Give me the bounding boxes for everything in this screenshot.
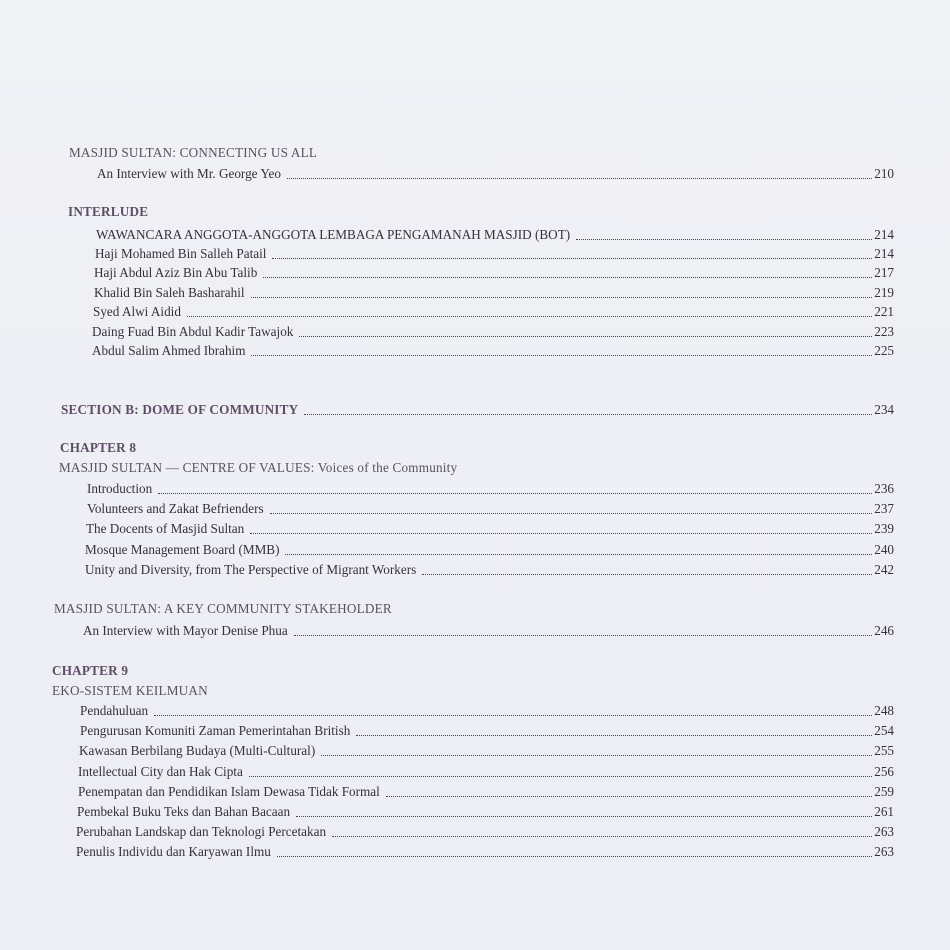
dot-leader [251,354,872,356]
toc-entry-page: 214 [874,227,894,242]
interlude-heading [68,204,148,220]
toc-entry-page: 255 [874,743,894,758]
toc-entry-title: Khalid Bin Saleh Basharahil [94,285,245,300]
toc-entry [87,501,894,517]
toc-entry-title: Pengurusan Komuniti Zaman Pemerintahan British [80,723,351,738]
dot-leader [251,296,873,298]
chapter-heading [52,663,128,679]
dot-leader [263,276,872,278]
toc-entry-title: Unity and Diversity, from The Perspective of Migrant Workers [85,562,417,577]
dot-leader [158,492,872,494]
toc-entry-page: 219 [874,285,894,300]
dot-leader [285,553,872,555]
toc-entry-title: Daing Fuad Bin Abdul Kadir Tawajok [92,324,294,339]
toc-entry [87,481,894,497]
toc-entry-title: Pembekal Buku Teks dan Bahan Bacaan [77,804,291,819]
dot-leader [154,714,872,716]
dot-leader [270,512,873,514]
toc-entry [76,824,894,840]
toc-entry-page: 223 [874,324,894,339]
toc-entry-title: Mosque Management Board (MMB) [85,542,280,557]
toc-entry [78,764,894,780]
toc-entry-title: Haji Abdul Aziz Bin Abu Talib [94,265,258,280]
toc-entry-page: 242 [874,562,894,577]
dot-leader [422,573,872,575]
toc-entry [76,844,894,860]
block-title [54,601,392,617]
chapter-title-text: EKO-SISTEM KEILMUAN [52,683,208,698]
toc-entry-title: Intellectual City dan Hak Cipta [78,764,243,779]
toc-entry-page: 240 [874,542,894,557]
toc-entry-page: 221 [874,304,894,319]
toc-entry [86,521,894,537]
toc-entry-page: 263 [874,824,894,839]
toc-entry [92,324,894,340]
toc-entry [83,623,894,639]
chapter-title-rest: Voices of the Community [314,460,458,475]
toc-entry-page: 248 [874,703,894,718]
toc-entry [79,743,894,759]
chapter-heading-text: CHAPTER 8 [60,440,137,455]
section-page: 234 [874,402,894,417]
dot-leader [576,238,872,240]
chapter-heading [60,440,136,456]
toc-entry-page: 254 [874,723,894,738]
toc-entry-page: 261 [874,804,894,819]
toc-entry [97,166,894,182]
toc-entry-title: Syed Alwi Aidid [93,304,181,319]
toc-entry-title: Penulis Individu dan Karyawan Ilmu [76,844,271,859]
chapter-title [52,683,208,699]
toc-entry-page: 263 [874,844,894,859]
toc-entry-title: The Docents of Masjid Sultan [86,521,245,536]
toc-entry-title: An Interview with Mayor Denise Phua [83,623,288,638]
chapter-title [59,460,457,476]
dot-leader [332,835,872,837]
chapter-title-caps: MASJID SULTAN — CENTRE OF VALUES: [59,460,315,475]
block-title [69,145,317,161]
toc-entry [78,784,894,800]
toc-entry-page: 259 [874,784,894,799]
toc-entry-title: WAWANCARA ANGGOTA-ANGGOTA LEMBAGA PENGAMANAH MASJID (BOT) [96,227,571,242]
dot-leader [287,177,872,179]
toc-entry [94,265,894,281]
dot-leader [277,855,872,857]
toc-entry [95,246,894,262]
toc-entry-title: Haji Mohamed Bin Salleh Patail [95,246,267,261]
toc-entry-title: Perubahan Landskap dan Teknologi Percetakan [76,824,327,839]
toc-entry [93,304,894,320]
toc-entry-title: Volunteers and Zakat Befrienders [87,501,264,516]
toc-entry [96,227,894,243]
toc-entry-title: Kawasan Berbilang Budaya (Multi-Cultural) [79,743,316,758]
dot-leader [272,257,872,259]
toc-entry-title: Introduction [87,481,153,496]
dot-leader [356,734,872,736]
toc-entry-page: 236 [874,481,894,496]
toc-entry-title: Penempatan dan Pendidikan Islam Dewasa Tidak Formal [78,784,380,799]
dot-leader [187,315,872,317]
toc-entry-page: 246 [874,623,894,638]
toc-entry-page: 225 [874,343,894,358]
chapter-heading-text: CHAPTER 9 [52,663,129,678]
toc-entry [77,804,894,820]
toc-entry-title: Pendahuluan [80,703,149,718]
toc-entry [85,542,894,558]
toc-entry-page: 256 [874,764,894,779]
block-title-text: MASJID SULTAN: CONNECTING US ALL [69,145,318,160]
section-entry [61,402,894,418]
dot-leader [321,754,872,756]
toc-entry-page: 217 [874,265,894,280]
dot-leader [386,795,872,797]
toc-entry-page: 214 [874,246,894,261]
dot-leader [299,335,872,337]
toc-entry-page: 239 [874,521,894,536]
block-title-text: MASJID SULTAN: A KEY COMMUNITY STAKEHOLDER [54,601,392,616]
toc-entry [80,723,894,739]
dot-leader [304,413,872,415]
interlude-heading-text: INTERLUDE [68,204,149,219]
toc-entry [92,343,894,359]
section-title: SECTION B: DOME OF COMMUNITY [61,402,299,417]
toc-entry [85,562,894,578]
dot-leader [249,775,872,777]
toc-entry [94,285,894,301]
toc-entry-page: 210 [874,166,894,181]
toc-entry [80,703,894,719]
toc-entry-title: Abdul Salim Ahmed Ibrahim [92,343,246,358]
dot-leader [296,815,872,817]
toc-entry-page: 237 [874,501,894,516]
dot-leader [250,532,872,534]
dot-leader [294,634,872,636]
toc-entry-title: An Interview with Mr. George Yeo [97,166,281,181]
